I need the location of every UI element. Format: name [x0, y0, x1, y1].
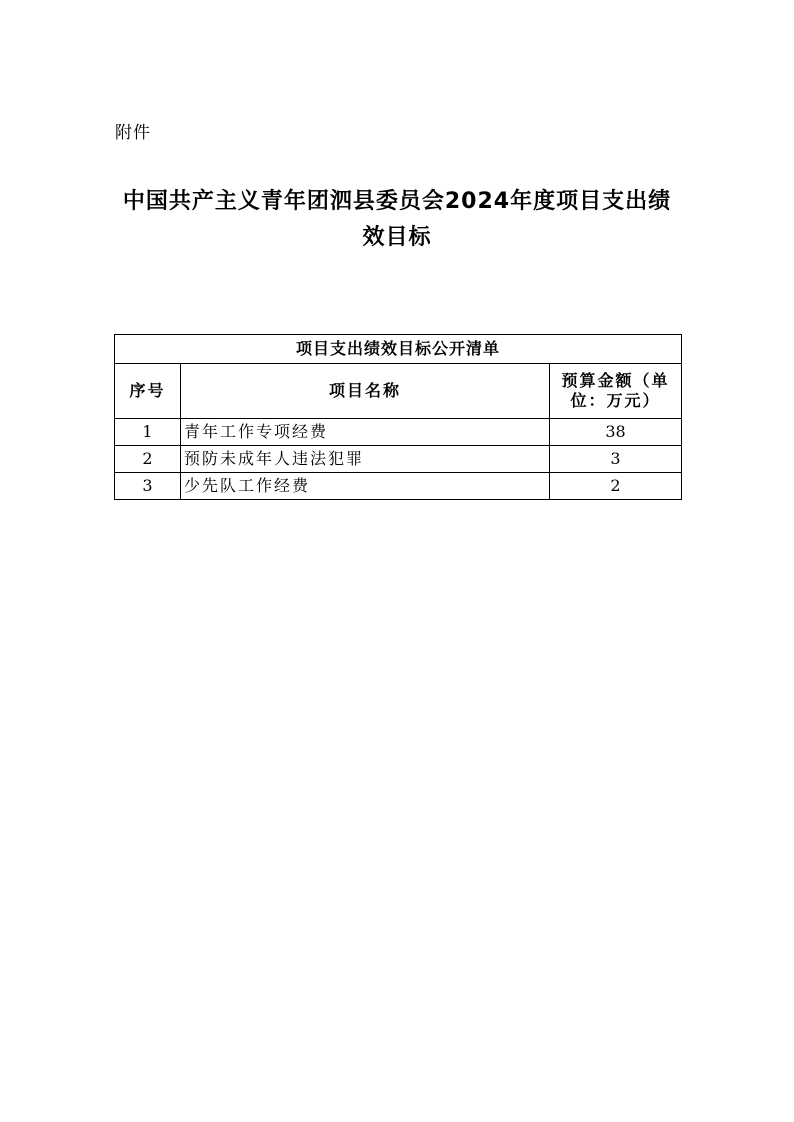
column-header-index: 序号	[115, 364, 181, 419]
document-title	[100, 184, 694, 256]
row-amount: 3	[550, 446, 682, 473]
project-expenditure-table	[114, 334, 682, 500]
table-caption: 项目支出绩效目标公开清单	[115, 335, 682, 364]
table-header-row	[115, 364, 682, 419]
row-index: 3	[115, 473, 181, 500]
table-caption-row	[115, 335, 682, 364]
row-index: 2	[115, 446, 181, 473]
row-project-name: 少先队工作经费	[181, 473, 550, 500]
row-amount: 2	[550, 473, 682, 500]
row-index: 1	[115, 419, 181, 446]
attachment-label: 附件	[115, 123, 151, 143]
document-title-line-1: 中国共产主义青年团泗县委员会2024年度项目支出绩	[122, 189, 672, 214]
document-title-line-2: 效目标	[362, 225, 432, 250]
table-row	[115, 419, 682, 446]
column-header-amount: 预算金额（单位：万元）	[550, 364, 682, 419]
row-project-name: 预防未成年人违法犯罪	[181, 446, 550, 473]
row-project-name: 青年工作专项经费	[181, 419, 550, 446]
table-row	[115, 446, 682, 473]
column-header-name: 项目名称	[181, 364, 550, 419]
row-amount: 38	[550, 419, 682, 446]
table-row	[115, 473, 682, 500]
